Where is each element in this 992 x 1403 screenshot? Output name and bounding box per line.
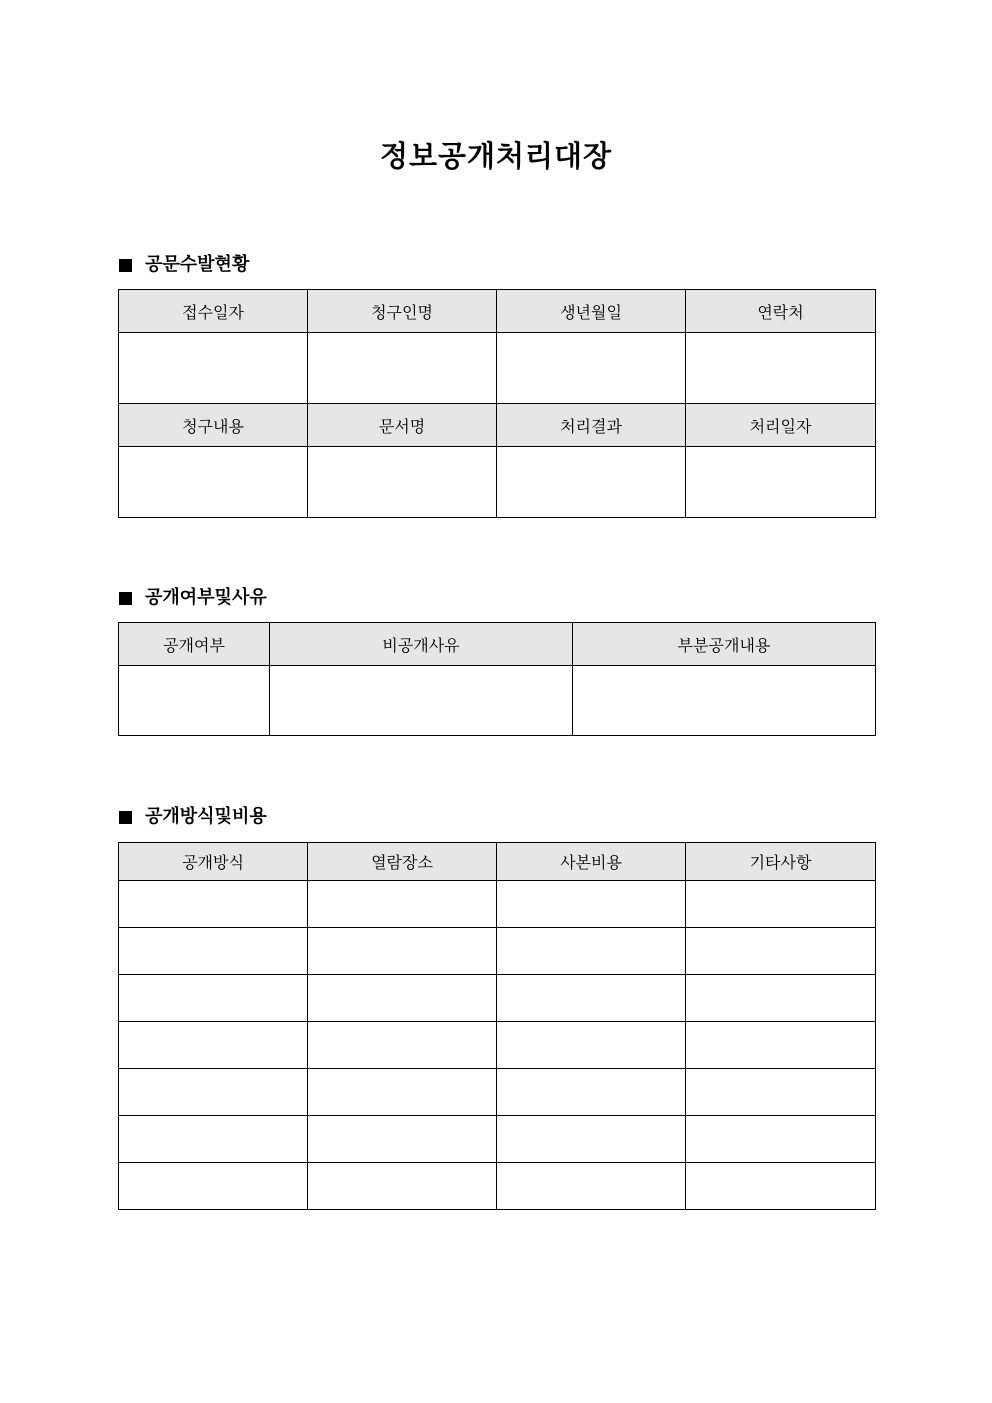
input-cell[interactable] (686, 928, 876, 975)
input-cell[interactable] (497, 1069, 686, 1116)
input-cell[interactable] (119, 928, 308, 975)
input-cell[interactable] (497, 1163, 686, 1210)
table-row (119, 1069, 876, 1116)
header-cell-requester-name: 청구인명 (308, 290, 497, 333)
header-cell-copy-cost: 사본비용 (497, 843, 686, 881)
header-row (119, 290, 876, 333)
input-cell[interactable] (497, 928, 686, 975)
input-cell[interactable] (119, 1069, 308, 1116)
table-row (119, 1022, 876, 1069)
disclosure-table (118, 622, 876, 736)
input-cell[interactable] (686, 1022, 876, 1069)
header-cell-process-result: 처리결과 (497, 404, 686, 447)
document-status-table (118, 289, 876, 518)
input-cell[interactable] (119, 1116, 308, 1163)
input-cell-nondisclosure-reason[interactable] (270, 666, 573, 736)
table-row (119, 881, 876, 928)
input-cell-partial-disclosure[interactable] (573, 666, 876, 736)
input-cell[interactable] (308, 928, 497, 975)
section-heading-label: 공문수발현황 (145, 254, 250, 275)
input-cell[interactable] (308, 881, 497, 928)
square-bullet-icon (119, 592, 132, 605)
section-heading-label: 공개여부및사유 (145, 587, 267, 608)
header-cell-other-notes: 기타사항 (686, 843, 876, 881)
input-cell-request-content[interactable] (119, 447, 308, 518)
header-cell-receipt-date: 접수일자 (119, 290, 308, 333)
table-row (119, 447, 876, 518)
input-cell-contact[interactable] (686, 333, 876, 404)
input-cell[interactable] (497, 1116, 686, 1163)
input-cell[interactable] (119, 975, 308, 1022)
input-cell[interactable] (497, 975, 686, 1022)
table-row (119, 333, 876, 404)
input-cell[interactable] (497, 1022, 686, 1069)
header-cell-birth-date: 생년월일 (497, 290, 686, 333)
input-cell[interactable] (308, 1116, 497, 1163)
input-cell-document-name[interactable] (308, 447, 497, 518)
input-cell[interactable] (686, 1069, 876, 1116)
section-heading-label: 공개방식및비용 (145, 806, 267, 827)
input-cell-disclosure-status[interactable] (119, 666, 270, 736)
table-row (119, 1163, 876, 1210)
disclosure-method-table (118, 842, 876, 1210)
header-cell-request-content: 청구내용 (119, 404, 308, 447)
header-row (119, 623, 876, 666)
header-cell-nondisclosure-reason: 비공개사유 (270, 623, 573, 666)
input-cell-receipt-date[interactable] (119, 333, 308, 404)
header-cell-document-name: 문서명 (308, 404, 497, 447)
input-cell[interactable] (686, 1163, 876, 1210)
input-cell-birth-date[interactable] (497, 333, 686, 404)
header-cell-process-date: 처리일자 (686, 404, 876, 447)
square-bullet-icon (119, 259, 132, 272)
input-cell[interactable] (308, 1022, 497, 1069)
table-row (119, 666, 876, 736)
input-cell[interactable] (686, 881, 876, 928)
input-cell-requester-name[interactable] (308, 333, 497, 404)
input-cell[interactable] (119, 1163, 308, 1210)
header-cell-disclosure-status: 공개여부 (119, 623, 270, 666)
table-row (119, 1116, 876, 1163)
section-heading-disclosure-reason (119, 586, 267, 610)
input-cell-process-date[interactable] (686, 447, 876, 518)
input-cell[interactable] (119, 881, 308, 928)
header-row (119, 843, 876, 881)
header-cell-disclosure-method: 공개방식 (119, 843, 308, 881)
input-cell[interactable] (497, 881, 686, 928)
input-cell[interactable] (686, 975, 876, 1022)
header-cell-contact: 연락처 (686, 290, 876, 333)
header-cell-viewing-place: 열람장소 (308, 843, 497, 881)
section-heading-disclosure-method (119, 805, 267, 829)
square-bullet-icon (119, 811, 132, 824)
table-row (119, 928, 876, 975)
input-cell[interactable] (119, 1022, 308, 1069)
section-heading-document-status (119, 253, 249, 277)
header-cell-partial-disclosure: 부분공개내용 (573, 623, 876, 666)
input-cell-process-result[interactable] (497, 447, 686, 518)
table-row (119, 975, 876, 1022)
input-cell[interactable] (308, 975, 497, 1022)
page-title: 정보공개처리대장 (379, 139, 613, 173)
input-cell[interactable] (308, 1163, 497, 1210)
input-cell[interactable] (686, 1116, 876, 1163)
input-cell[interactable] (308, 1069, 497, 1116)
header-row (119, 404, 876, 447)
